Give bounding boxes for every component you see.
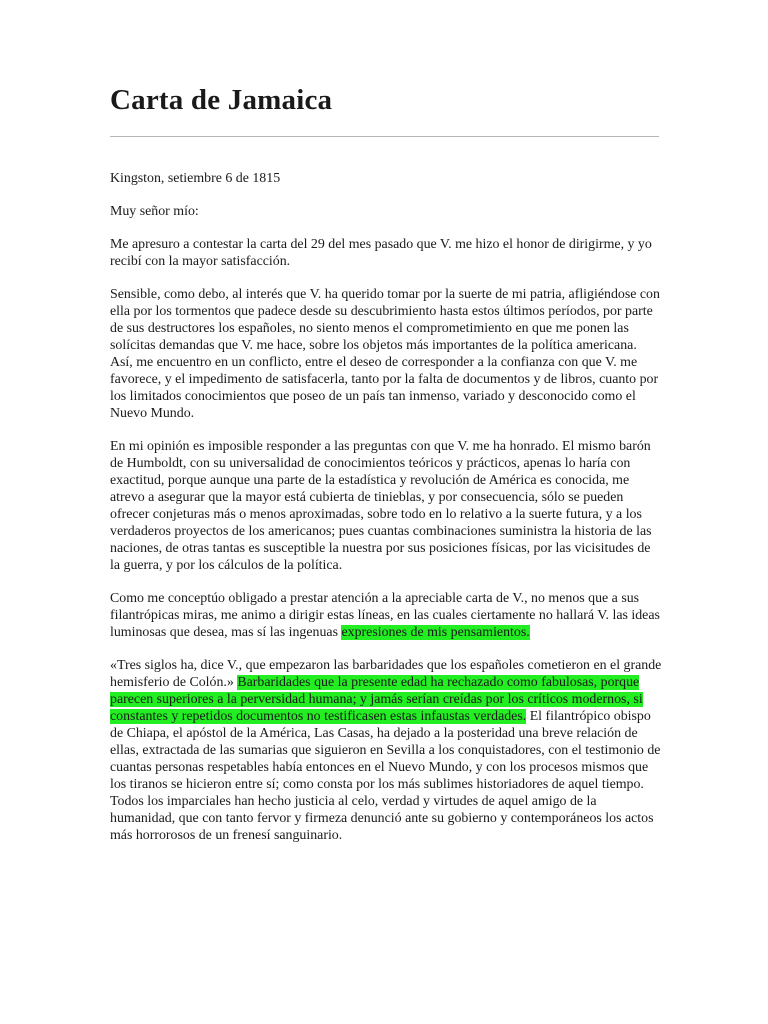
text-segment: Muy señor mío: (110, 204, 199, 219)
text-segment: Como me conceptúo obligado a prestar atención a la apreciable carta de V., no menos que a sus filantrópicas miras, me animo a dirigir estas líneas, en las cuales ciertamente no hallará V. las ideas luminosas que desea, mas sí las ingenuas (110, 591, 660, 640)
text-segment: Kingston, setiembre 6 de 1815 (110, 171, 281, 186)
title-divider (110, 136, 659, 137)
paragraph (110, 590, 662, 641)
highlighted-text: expresiones de mis pensamientos. (341, 625, 530, 640)
paragraph (110, 236, 662, 270)
text-segment: Sensible, como debo, al interés que V. ha querido tomar por la suerte de mi patria, afligiéndose con ella por los tormentos que padece desde su descubrimiento hasta estos últimos períodos, por parte de sus destructores los españoles, no siento menos el comprometimiento en que me ponen las solícitas demandas que V. me hace, sobre los objetos más importantes de la política americana. Así, me encuentro en un conflicto, entre el deseo de corresponder a la confianza con que V. me favorece, y el impedimento de satisfacerla, tanto por la falta de documentos y de libros, cuanto por los limitados conocimientos que poseo de un país tan inmenso, variado y desconocido como el Nuevo Mundo. (110, 287, 660, 421)
paragraph (110, 203, 662, 220)
document-body (110, 170, 662, 860)
text-segment: En mi opinión es imposible responder a las preguntas con que V. me ha honrado. El mismo barón de Humboldt, con su universalidad de conocimientos teóricos y prácticos, apenas lo haría con exactitud, porque aunque una parte de la estadística y revolución de América es conocida, me atrevo a asegurar que la mayor está cubierta de tinieblas, y por consecuencia, sólo se pueden ofrecer conjeturas más o menos aproximadas, sobre todo en lo relativo a la suerte futura, y a los verdaderos proyectos de los americanos; pues cuantas combinaciones suministra la historia de las naciones, de otras tantas es susceptible la nuestra por sus posiciones físicas, por las vicisitudes de la guerra, y por los cálculos de la política. (110, 439, 652, 573)
highlighted-text: Barbaridades que la presente edad ha rechazado como fabulosas, porque parecen superiores a la perversidad humana; y jamás serían creídas por los críticos modernos, si constantes y repetidos documentos no testificasen estas infaustas verdades. (110, 675, 643, 724)
paragraph (110, 170, 662, 187)
text-segment: «Tres siglos ha, dice V., que empezaron las barbaridades que los españoles cometieron en el grande hemisferio de Colón.» (110, 658, 662, 690)
paragraph (110, 657, 662, 844)
text-segment: El filantrópico obispo de Chiapa, el apóstol de la América, Las Casas, ha dejado a la posteridad una breve relación de ellas, extractada de las sumarias que siguieron en Sevilla a los conquistadores, con el testimonio de cuantas personas respetables había entonces en el Nuevo Mundo, y con los procesos mismos que los tiranos se hicieron entre sí; como consta por los más sublimes historiadores de aquel tiempo. Todos los imparciales han hecho justicia al celo, verdad y virtudes de aquel amigo de la humanidad, que con tanto fervor y firmeza denunció ante su gobierno y contemporáneos los actos más horrorosos de un frenesí sanguinario. (110, 709, 661, 843)
document-title: Carta de Jamaica (110, 84, 333, 116)
paragraph (110, 438, 662, 574)
text-segment: Me apresuro a contestar la carta del 29 del mes pasado que V. me hizo el honor de dirigirme, y yo recibí con la mayor satisfacción. (110, 237, 652, 269)
paragraph (110, 286, 662, 422)
